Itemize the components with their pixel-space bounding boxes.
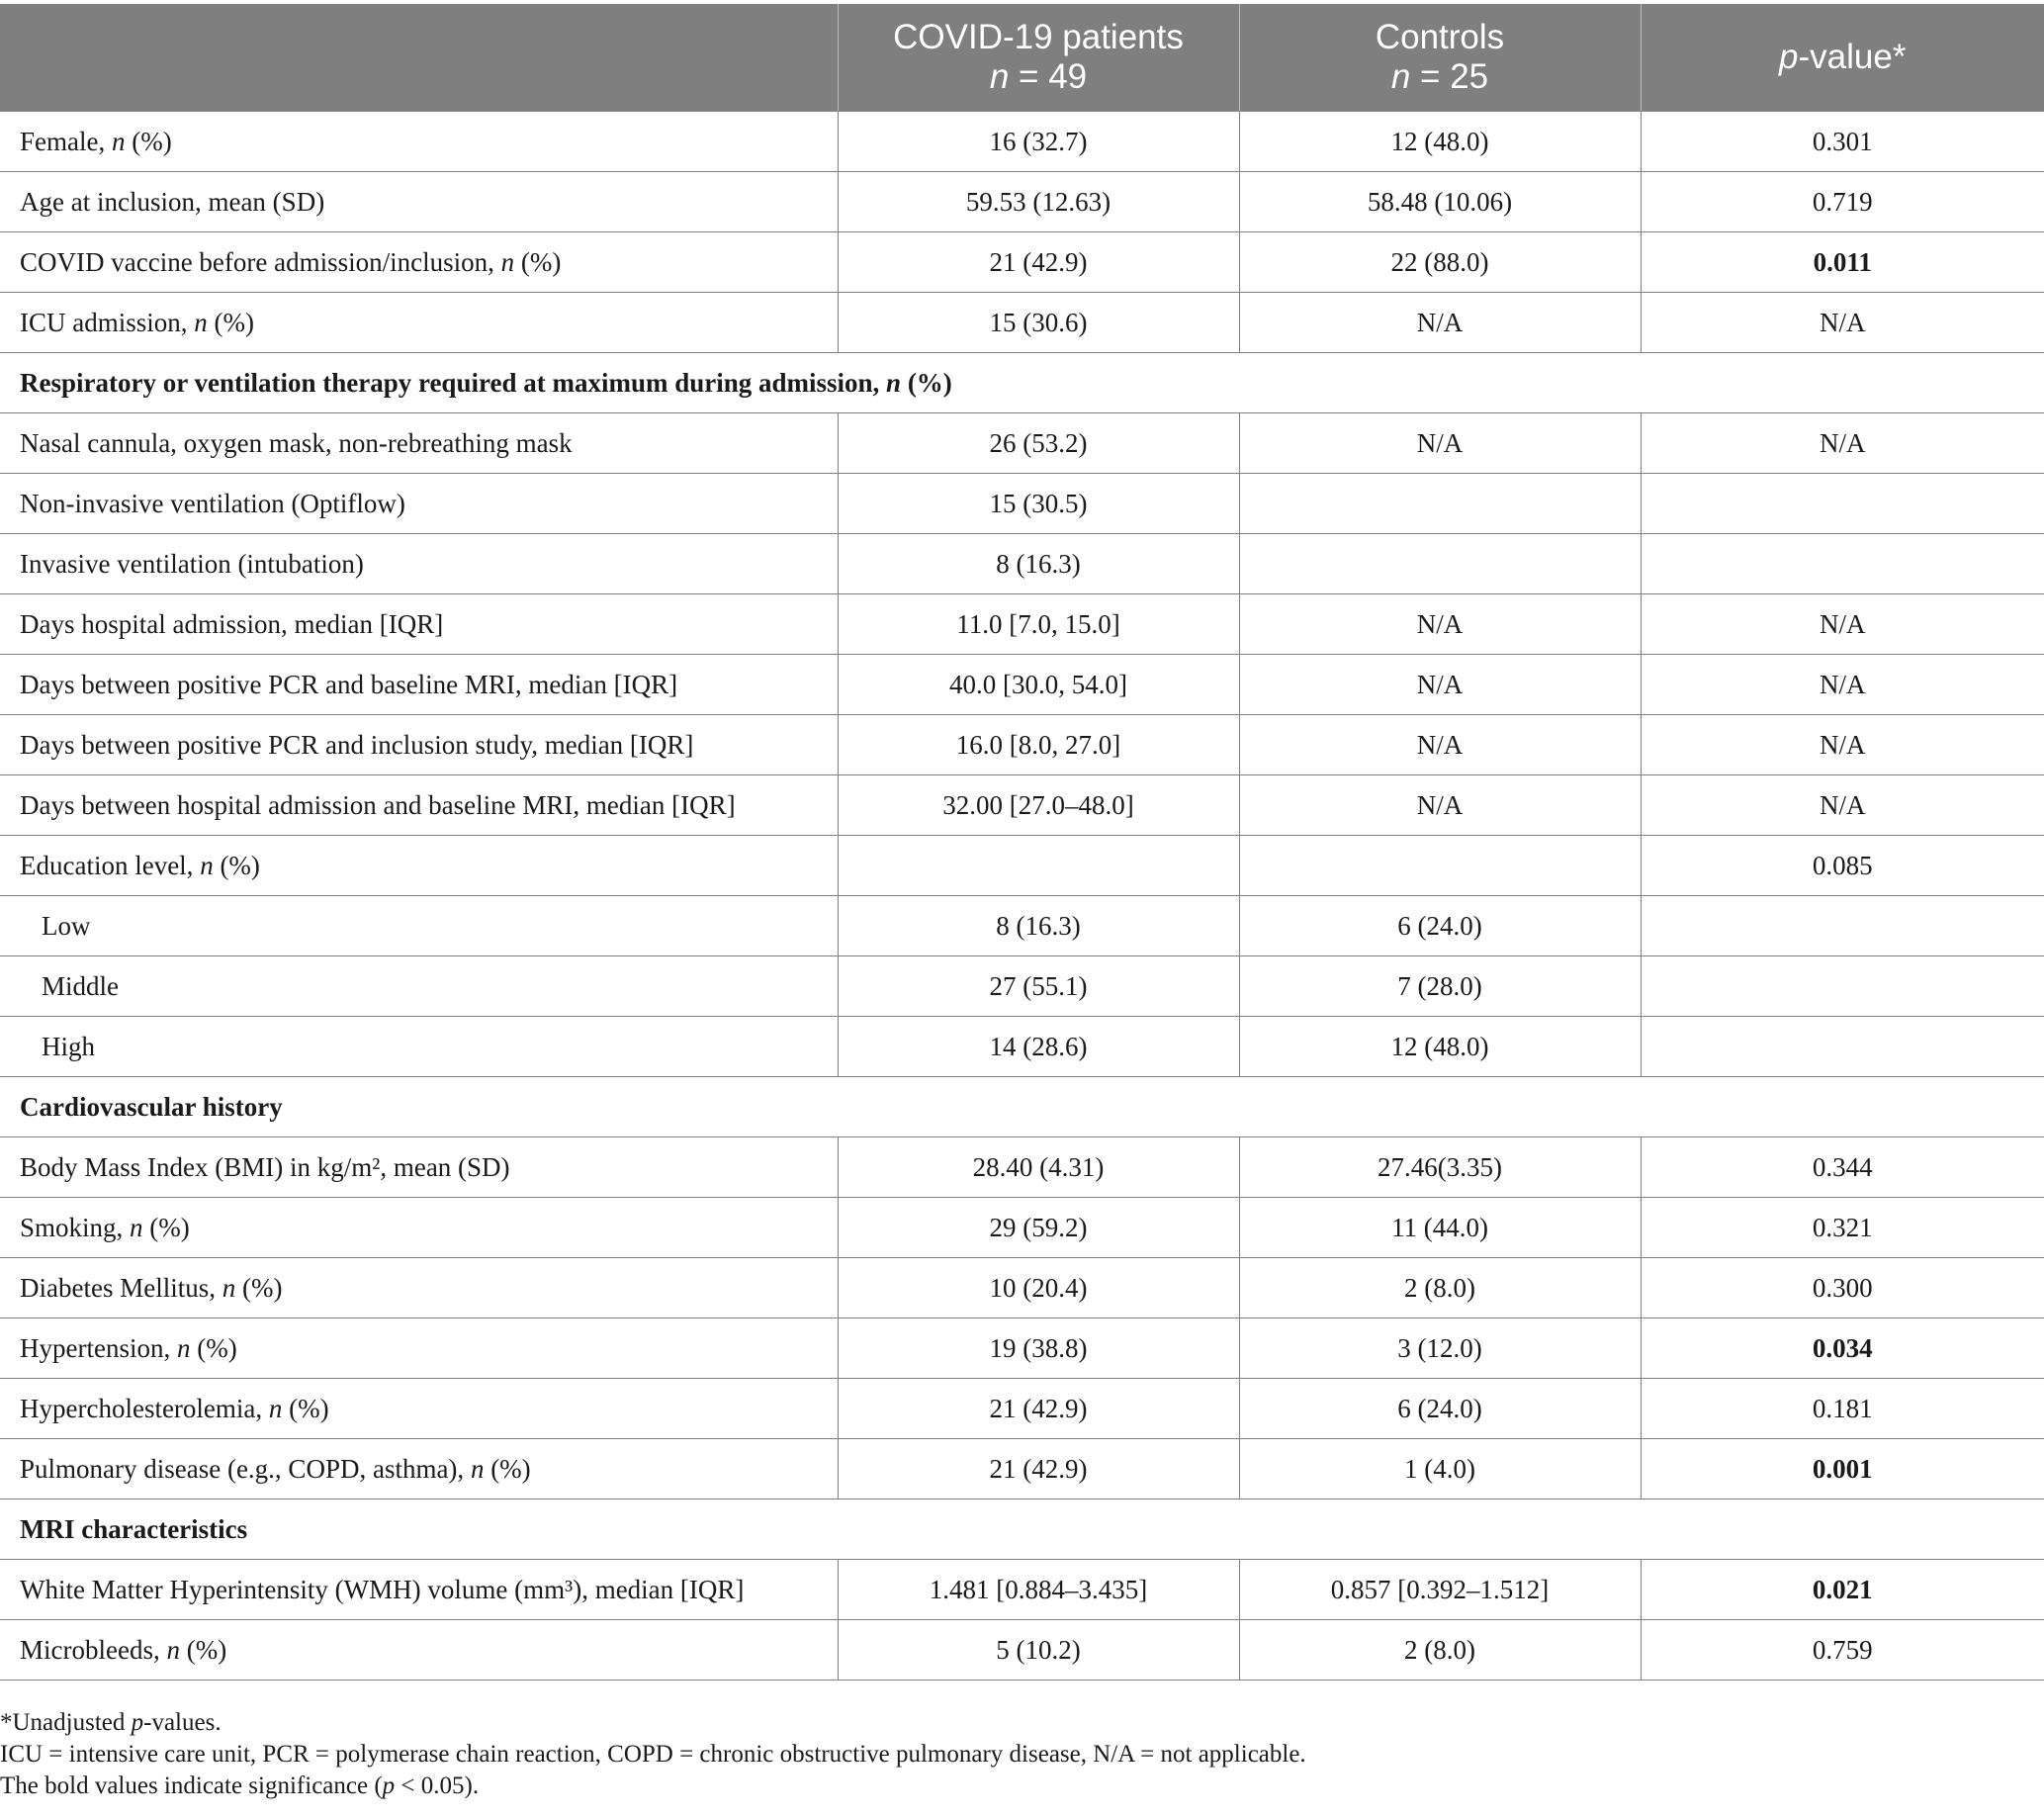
row-label-text: COVID vaccine before admission/inclusion, [20,247,501,277]
p-value-cell: 0.001 [1641,1439,2044,1499]
covid-value-cell [838,836,1239,896]
controls-value-cell [1239,836,1641,896]
row-label-text: Age at inclusion, mean (SD) [20,187,325,217]
row-label [0,293,838,353]
row-label-italic: n [500,247,515,277]
controls-value-cell: 7 (28.0) [1239,956,1641,1017]
covid-value-cell: 40.0 [30.0, 54.0] [838,655,1239,715]
p-value-cell: N/A [1641,293,2044,353]
row-label-italic: n [111,127,126,156]
p-value-cell: 0.344 [1641,1137,2044,1198]
table-row [0,594,2044,655]
section-header-label [0,353,2044,413]
table-row [0,896,2044,956]
header-covid-title: COVID-19 patients [893,18,1184,56]
covid-value-cell: 21 (42.9) [838,1379,1239,1439]
p-value-cell: 0.719 [1641,172,2044,232]
row-label-text: Female, [20,127,112,156]
controls-value-cell: N/A [1239,413,1641,474]
controls-value-cell: N/A [1239,655,1641,715]
row-label-tail: (%) [213,851,260,880]
row-label [0,896,838,956]
row-label-text: Low [42,911,91,941]
covid-value-cell: 16.0 [8.0, 27.0] [838,715,1239,775]
covid-value-cell: 59.53 (12.63) [838,172,1239,232]
row-label [0,956,838,1017]
footnote-3-italic: p [382,1772,396,1799]
header-covid-count [839,57,1239,97]
row-label-text: Days hospital admission, median [IQR] [20,609,444,639]
row-label-italic: n [470,1454,485,1484]
p-value-cell [1641,956,2044,1017]
covid-value-cell: 27 (55.1) [838,956,1239,1017]
section-header-row [0,1499,2044,1560]
section-header-row [0,353,2044,413]
row-label-text: Non-invasive ventilation (Optiflow) [20,489,405,518]
covid-value-cell: 8 (16.3) [838,534,1239,594]
table-row [0,232,2044,293]
covid-value-cell: 5 (10.2) [838,1620,1239,1681]
covid-value-cell: 26 (53.2) [838,413,1239,474]
row-label [0,655,838,715]
row-label [0,1258,838,1318]
row-label [0,1560,838,1620]
row-label-tail: (%) [125,127,172,156]
p-value-cell: 0.181 [1641,1379,2044,1439]
controls-value-cell [1239,474,1641,534]
row-label-text: Nasal cannula, oxygen mask, non-rebreathing mask [20,428,573,458]
p-value-cell [1641,896,2044,956]
row-label-tail: (%) [190,1333,237,1363]
row-label-tail: (%) [179,1635,227,1665]
table-row [0,1379,2044,1439]
p-value-cell: 0.759 [1641,1620,2044,1681]
covid-value-cell: 21 (42.9) [838,1439,1239,1499]
controls-value-cell: N/A [1239,594,1641,655]
table-row [0,413,2044,474]
table-row [0,534,2044,594]
controls-value-cell: 12 (48.0) [1239,112,1641,172]
p-value-cell: N/A [1641,655,2044,715]
row-label [0,1318,838,1379]
row-label [0,1379,838,1439]
table-row [0,172,2044,232]
controls-value-cell: N/A [1239,293,1641,353]
controls-value-cell: 27.46(3.35) [1239,1137,1641,1198]
p-value-cell: N/A [1641,594,2044,655]
section-label-text: MRI characteristics [20,1514,248,1544]
p-value-cell: 0.034 [1641,1318,2044,1379]
covid-value-cell: 14 (28.6) [838,1017,1239,1077]
table-row [0,1137,2044,1198]
row-label-italic: n [130,1213,143,1242]
covid-value-cell: 8 (16.3) [838,896,1239,956]
section-header-row [0,1077,2044,1137]
row-label-text: Days between positive PCR and baseline MRI, median [IQR] [20,670,678,699]
table-row [0,715,2044,775]
table-row [0,293,2044,353]
row-label-text: Diabetes Mellitus, [20,1273,222,1303]
section-header-label [0,1077,2044,1137]
row-label [0,413,838,474]
controls-value-cell: 3 (12.0) [1239,1318,1641,1379]
covid-value-cell: 19 (38.8) [838,1318,1239,1379]
covid-value-cell: 16 (32.7) [838,112,1239,172]
footnote-3-tail: < 0.05). [395,1772,480,1799]
row-label [0,232,838,293]
covid-value-cell: 21 (42.9) [838,232,1239,293]
row-label [0,1137,838,1198]
header-p-italic: p [1779,38,1799,76]
controls-value-cell: 6 (24.0) [1239,1379,1641,1439]
row-label [0,474,838,534]
row-label [0,1017,838,1077]
p-value-cell: 0.021 [1641,1560,2044,1620]
header-row [0,4,2044,112]
row-label-tail: (%) [484,1454,531,1484]
controls-value-cell: 2 (8.0) [1239,1258,1641,1318]
footnote-1-tail: -values. [143,1709,222,1736]
p-value-cell: 0.011 [1641,232,2044,293]
row-label-italic: n [200,851,214,880]
row-label-text: White Matter Hyperintensity (WMH) volume (mm³), median [IQR] [20,1575,745,1604]
table-row [0,1620,2044,1681]
header-controls-column [1239,4,1641,112]
header-controls-count [1240,57,1641,97]
covid-value-cell: 15 (30.6) [838,293,1239,353]
table-row [0,836,2044,896]
row-label [0,775,838,836]
controls-value-cell: N/A [1239,775,1641,836]
characteristics-table [0,4,2044,1681]
covid-value-cell: 29 (59.2) [838,1198,1239,1258]
controls-value-cell: 12 (48.0) [1239,1017,1641,1077]
header-controls-value: = 25 [1410,57,1489,96]
p-value-cell: 0.321 [1641,1198,2044,1258]
row-label [0,112,838,172]
row-label-text: ICU admission, [20,308,195,337]
row-label-italic: n [268,1394,283,1423]
row-label-text: Body Mass Index (BMI) in kg/m², mean (SD) [20,1152,510,1182]
covid-value-cell: 11.0 [7.0, 15.0] [838,594,1239,655]
p-value-cell: 0.300 [1641,1258,2044,1318]
controls-value-cell: 22 (88.0) [1239,232,1641,293]
row-label-text: Education level, [20,851,201,880]
covid-value-cell: 28.40 (4.31) [838,1137,1239,1198]
footnote-3-text: The bold values indicate significance ( [0,1772,383,1799]
table-row [0,1439,2044,1499]
table-row [0,655,2044,715]
p-value-cell [1641,474,2044,534]
covid-value-cell: 10 (20.4) [838,1258,1239,1318]
row-label [0,534,838,594]
row-label-text: Microbleeds, [20,1635,167,1665]
covid-value-cell: 1.481 [0.884–3.435] [838,1560,1239,1620]
controls-value-cell: 11 (44.0) [1239,1198,1641,1258]
p-value-cell [1641,534,2044,594]
header-controls-title: Controls [1375,18,1505,56]
row-label [0,594,838,655]
row-label [0,1439,838,1499]
section-label-text: Respiratory or ventilation therapy required at maximum during admission, [20,368,887,398]
header-controls-n: n [1390,57,1411,96]
row-label-text: Days between positive PCR and inclusion study, median [IQR] [20,730,694,760]
section-header-label [0,1499,2044,1560]
row-label-text: Smoking, [20,1213,131,1242]
table-body [0,112,2044,1681]
table-row [0,474,2044,534]
table-container [0,4,2044,1681]
row-label [0,1198,838,1258]
header-pvalue-column [1641,4,2044,112]
row-label-text: Invasive ventilation (intubation) [20,549,364,579]
row-label-italic: n [166,1635,180,1665]
covid-value-cell: 15 (30.5) [838,474,1239,534]
row-label-text: Hypercholesterolemia, [20,1394,269,1423]
section-label-italic: n [886,368,902,398]
row-label-tail: (%) [207,308,254,337]
row-label-text: Days between hospital admission and baseline MRI, median [IQR] [20,790,736,820]
section-label-tail: (%) [901,368,952,398]
header-pvalue-title: -value* [1798,38,1907,76]
table-row [0,1198,2044,1258]
section-label-text: Cardiovascular history [20,1092,283,1122]
controls-value-cell [1239,534,1641,594]
footnote-unadjusted [0,1707,2044,1739]
header-covid-n: n [989,57,1010,96]
p-value-cell: N/A [1641,413,2044,474]
controls-value-cell: N/A [1239,715,1641,775]
p-value-cell: 0.301 [1641,112,2044,172]
row-label-tail: (%) [282,1394,329,1423]
table-row [0,1560,2044,1620]
row-label-tail: (%) [142,1213,190,1242]
footnotes [0,1707,2044,1802]
p-value-cell [1641,1017,2044,1077]
row-label-italic: n [222,1273,236,1303]
footnote-1-italic: p [131,1709,144,1736]
row-label [0,1620,838,1681]
controls-value-cell: 58.48 (10.06) [1239,172,1641,232]
header-covid-column [838,4,1239,112]
row-label-text: High [42,1032,95,1061]
table-row [0,112,2044,172]
row-label [0,836,838,896]
row-label-italic: n [176,1333,191,1363]
controls-value-cell: 1 (4.0) [1239,1439,1641,1499]
p-value-cell: N/A [1641,715,2044,775]
p-value-cell: N/A [1641,775,2044,836]
table-row [0,1258,2044,1318]
row-label-text: Pulmonary disease (e.g., COPD, asthma), [20,1454,471,1484]
table-row [0,1017,2044,1077]
controls-value-cell: 2 (8.0) [1239,1620,1641,1681]
table-row [0,775,2044,836]
header-label-column [0,4,838,112]
row-label-tail: (%) [514,247,562,277]
footnote-abbreviations: ICU = intensive care unit, PCR = polymerase chain reaction, COPD = chronic obstructive pulmonary disease, N/A = not applicable. [0,1741,1306,1768]
row-label [0,172,838,232]
row-label-tail: (%) [235,1273,283,1303]
row-label-text: Middle [42,971,119,1001]
row-label-italic: n [194,308,208,337]
controls-value-cell: 6 (24.0) [1239,896,1641,956]
footnote-1-text: *Unadjusted [0,1709,132,1736]
covid-value-cell: 32.00 [27.0–48.0] [838,775,1239,836]
footnote-bold-meaning [0,1771,2044,1802]
p-value-cell: 0.085 [1641,836,2044,896]
table-row [0,956,2044,1017]
row-label [0,715,838,775]
row-label-text: Hypertension, [20,1333,177,1363]
header-covid-value: = 49 [1009,57,1088,96]
table-row [0,1318,2044,1379]
controls-value-cell: 0.857 [0.392–1.512] [1239,1560,1641,1620]
